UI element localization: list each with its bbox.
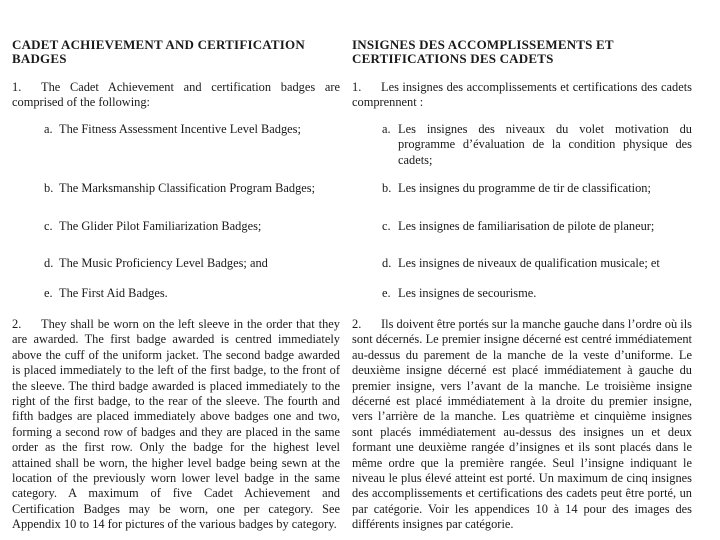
item-text: The Music Proficiency Level Badges; and <box>59 256 268 270</box>
english-paragraph-1 <box>12 80 340 111</box>
french-paragraph-2 <box>352 317 692 533</box>
item-letter: d. <box>382 256 392 270</box>
item-letter: e. <box>382 286 391 300</box>
item-text: Les insignes du programme de tir de classification; <box>398 181 651 195</box>
item-text: Les insignes de familiarisation de pilote de planeur; <box>398 219 655 233</box>
item-letter: d. <box>44 256 54 270</box>
item-text: Les insignes de niveaux de qualification musicale; et <box>398 256 660 270</box>
item-text: Les insignes de secourisme. <box>398 286 537 300</box>
item-letter: b. <box>44 181 54 195</box>
item-text: The Marksmanship Classification Program Badges; <box>59 181 316 195</box>
item-text: The Glider Pilot Familiarization Badges; <box>59 219 262 233</box>
item-letter: a. <box>44 122 53 136</box>
french-column <box>352 0 692 540</box>
item-text: Les insignes des niveaux du volet motivation du programme d’évaluation de la condition physique des cadets; <box>398 122 692 167</box>
item-letter: c. <box>44 219 53 233</box>
paragraph-text: They shall be worn on the left sleeve in the order that they are awarded. The first badge awarded is centred immediately above the cuff of the uniform jacket. The second badge awarded is placed immediately to the left of the first badge, to the front of the sleeve. The third badge awarded is placed immediately to the right of the first badge, to the rear of the sleeve. The fourth and fifth badges are placed immediately above badges one and two, forming a second row of badges and they are placed in the same order as the first row. Only the badge for the highest level attained shall be worn, the higher level badge being sewn at the location of the previously worn lower level badge in the same category. A maximum of five Cadet Achievement and Certification Badges may be worn, one per category. See Appendix 10 to 14 for pictures of the various badges by category. <box>12 317 340 532</box>
french-paragraph-1 <box>352 80 692 111</box>
paragraph-text: Ils doivent être portés sur la manche gauche dans l’ordre où ils sont décernés. Le premier insigne décerné est centré immédiatement au-dessus du parement de la manche de la veste d’uniforme. Le deuxième insigne décerné est placé immédiatement à gauche du premier insigne, vers l’avant de la manche. Le troisième insigne décerné est placé immédiatement à la droite du premier insigne, vers l’arrière de la manche. Les quatrième et cinquième insignes sont placés immédiatement au-dessus des insignes un et deux formant une deuxième rangée d’insignes et ils sont placés dans le même ordre que la première rangée. Seul l’insigne indiquant le niveau le plus élevé atteint est porté. Un maximum de cinq insignes des accomplissements et certifications des cadets peut être porté, un par catégorie. Voir les appendices 10 à 14 pour des images des différents insignes par catégorie. <box>352 317 692 532</box>
item-letter: b. <box>382 181 392 195</box>
item-text: The Fitness Assessment Incentive Level Badges; <box>59 122 301 136</box>
paragraph-text: Les insignes des accomplissements et certifications des cadets comprennent : <box>352 80 692 110</box>
paragraph-number: 1. <box>352 80 362 94</box>
paragraph-number: 1. <box>12 80 22 94</box>
item-letter: a. <box>382 122 391 136</box>
french-heading: INSIGNES DES ACCOMPLISSEMENTS ET CERTIFICATIONS DES CADETS <box>352 37 614 66</box>
item-text: The First Aid Badges. <box>59 286 168 300</box>
item-letter: e. <box>44 286 53 300</box>
paragraph-text: The Cadet Achievement and certification badges are comprised of the following: <box>12 80 340 110</box>
paragraph-number: 2. <box>352 317 362 331</box>
english-column <box>12 0 340 540</box>
english-paragraph-2 <box>12 317 340 533</box>
item-letter: c. <box>382 219 391 233</box>
paragraph-number: 2. <box>12 317 22 331</box>
english-heading: CADET ACHIEVEMENT AND CERTIFICATION BADGES <box>12 37 305 66</box>
